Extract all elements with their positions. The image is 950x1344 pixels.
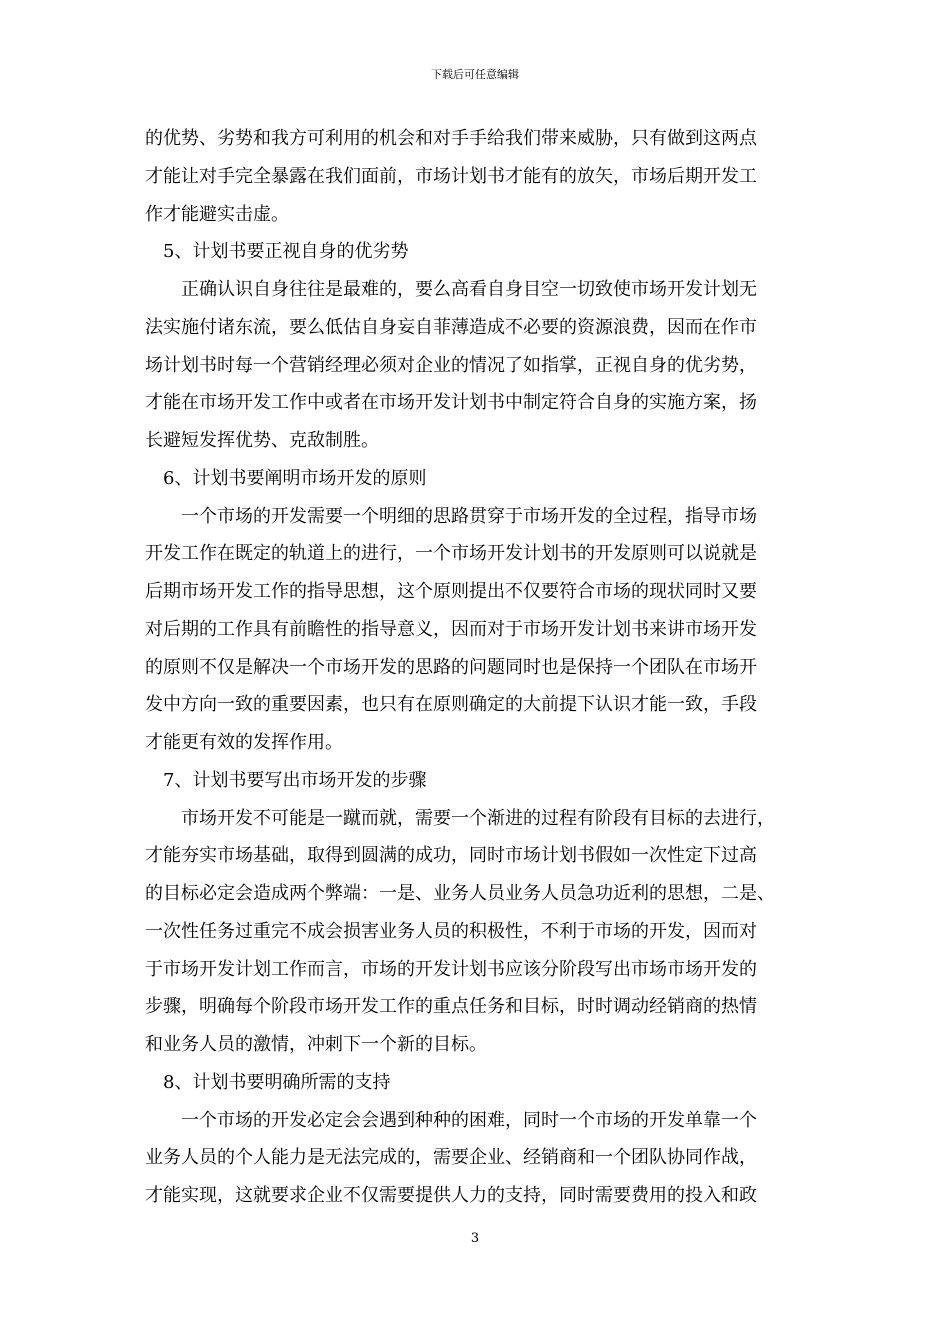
- section-heading: 6、计划书要阐明市场开发的原则: [163, 467, 427, 489]
- body-line: 开发工作在既定的轨道上的进行，一个市场开发计划书的开发原则可以说就是: [145, 543, 757, 565]
- body-line: 对后期的工作具有前瞻性的指导意义，因而对于市场开发计划书来讲市场开发: [145, 618, 757, 640]
- body-line: 法实施付诸东流，要么低估自身妄自菲薄造成不必要的资源浪费，因而在作市: [145, 316, 757, 338]
- section-heading: 7、计划书要写出市场开发的步骤: [163, 769, 427, 791]
- body-line: 才能夯实市场基础，取得到圆满的成功，同时市场计划书假如一次性定下过高: [145, 845, 757, 867]
- body-line: 才能更有效的发挥作用。: [145, 732, 343, 753]
- body-line: 才能在市场开发工作中或者在市场开发计划书中制定符合自身的实施方案，扬: [145, 392, 757, 414]
- body-line: 一次性任务过重完不成会损害业务人员的积极性，不利于市场的开发，因而对: [145, 920, 757, 942]
- paragraph-first-line: 一个市场的开发需要一个明细的思路贯穿于市场开发的全过程，指导市场: [181, 505, 757, 527]
- body-line: 的原则不仅是解决一个市场开发的思路的问题同时也是保持一个团队在市场开: [145, 656, 757, 678]
- body-line: 步骤，明确每个阶段市场开发工作的重点任务和目标，时时调动经销商的热情: [145, 996, 757, 1018]
- body-line: 长避短发挥优势、克敌制胜。: [145, 430, 379, 451]
- paragraph-first-line: 市场开发不可能是一蹴而就，需要一个渐进的过程有阶段有目标的去进行，: [181, 807, 775, 829]
- paragraph-first-line: 正确认识自身往往是最难的，要么高看自身目空一切致使市场开发计划无: [181, 279, 757, 300]
- body-line: 后期市场开发工作的指导思想，这个原则提出不仅要符合市场的现状同时又要: [145, 581, 757, 602]
- body-line: 作才能避实击虚。: [145, 203, 289, 225]
- page-number: 3: [470, 1231, 480, 1246]
- body-line: 和业务人员的激情，冲刺下一个新的目标。: [145, 1034, 487, 1055]
- body-line: 才能让对手完全暴露在我们面前，市场计划书才能有的放矢，市场后期开发工: [145, 165, 757, 187]
- body-line: 才能实现，这就要求企业不仅需要提供人力的支持，同时需要费用的投入和政: [145, 1185, 757, 1206]
- document-body: [145, 120, 810, 1215]
- section-heading: 8、计划书要明确所需的支持: [163, 1071, 391, 1093]
- body-line: 的优势、劣势和我方可利用的机会和对手手给我们带来威胁，只有做到这两点: [145, 128, 757, 149]
- paragraph-first-line: 一个市场的开发必定会会遇到种种的困难，同时一个市场的开发单靠一个: [181, 1109, 757, 1131]
- body-line: 业务人员的个人能力是无法完成的，需要企业、经销商和一个团队协同作战，: [145, 1147, 757, 1169]
- page-header: 下载后可任意编辑: [431, 68, 519, 81]
- section-heading: 5、计划书要正视自身的优劣势: [163, 241, 409, 263]
- body-line: 发中方向一致的重要因素，也只有在原则确定的大前提下认识才能一致，手段: [145, 694, 757, 716]
- body-line: 场计划书时每一个营销经理必须对企业的情况了如指掌，正视自身的优劣势，: [145, 354, 757, 376]
- body-line: 于市场开发计划工作而言，市场的开发计划书应该分阶段写出市场市场开发的: [145, 958, 757, 980]
- body-line: 的目标必定会造成两个弊端：一是、业务人员业务人员急功近利的思想，二是、: [145, 883, 775, 904]
